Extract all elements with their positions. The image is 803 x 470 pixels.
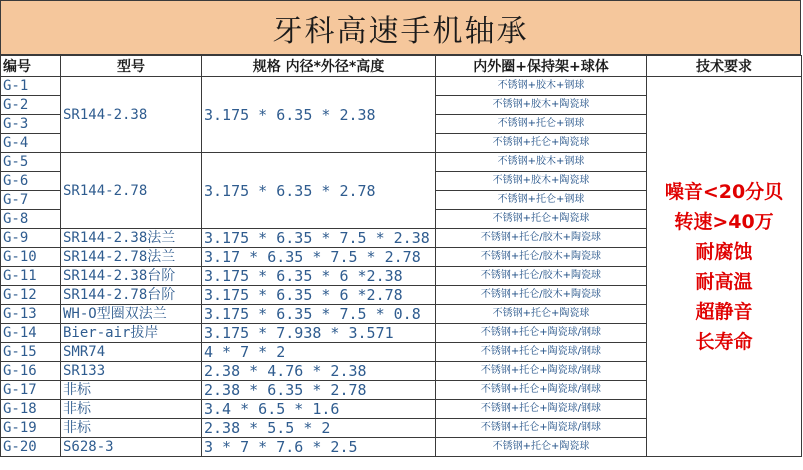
row-spec: 3.4 * 6.5 * 1.6 [202, 400, 436, 419]
row-model: SR144-2.78法兰 [61, 248, 202, 267]
row-code: G-18 [1, 400, 61, 419]
row-model: SR144-2.38台阶 [61, 267, 202, 286]
row-spec: 2.38 * 6.35 * 2.78 [202, 381, 436, 400]
header-model: 型号 [61, 56, 202, 77]
group-model: SR144-2.78 [61, 153, 202, 229]
row-spec: 2.38 * 5.5 * 2 [202, 419, 436, 438]
row-code: G-4 [1, 134, 61, 153]
row-code: G-20 [1, 438, 61, 457]
row-material: 不锈钢+托仑+钢球 [436, 191, 647, 210]
row-model: SMR74 [61, 343, 202, 362]
row-material: 不锈钢+托仑+陶瓷球 [436, 305, 647, 324]
row-spec: 3.175 * 6.35 * 7.5 * 0.8 [202, 305, 436, 324]
row-code: G-11 [1, 267, 61, 286]
table-row [1, 77, 802, 96]
row-spec: 3.175 * 6.35 * 7.5 * 2.38 [202, 229, 436, 248]
row-material: 不锈钢+托仑+陶瓷球/钢球 [436, 381, 647, 400]
row-spec: 4 * 7 * 2 [202, 343, 436, 362]
row-spec: 3.175 * 7.938 * 3.571 [202, 324, 436, 343]
row-code: G-12 [1, 286, 61, 305]
requirement-item: 超静音 [695, 300, 753, 323]
row-code: G-16 [1, 362, 61, 381]
row-code: G-9 [1, 229, 61, 248]
requirement-item: 噪音<20分贝 [664, 180, 784, 203]
row-model: 非标 [61, 381, 202, 400]
row-material: 不锈钢+托仑+陶瓷球 [436, 438, 647, 457]
row-code: G-13 [1, 305, 61, 324]
row-code: G-5 [1, 153, 61, 172]
row-material: 不锈钢+托仑/胶木+陶瓷球 [436, 286, 647, 305]
row-model: SR144-2.78台阶 [61, 286, 202, 305]
row-model: S628-3 [61, 438, 202, 457]
row-material: 不锈钢+胶木+钢球 [436, 153, 647, 172]
group-spec: 3.175 * 6.35 * 2.78 [202, 153, 436, 229]
row-spec: 2.38 * 4.76 * 2.38 [202, 362, 436, 381]
row-material: 不锈钢+托仑+陶瓷球/钢球 [436, 400, 647, 419]
row-material: 不锈钢+托仑+陶瓷球 [436, 134, 647, 153]
technical-requirements [647, 77, 802, 457]
requirement-item: 耐高温 [695, 270, 753, 293]
row-code: G-3 [1, 115, 61, 134]
requirement-item: 长寿命 [695, 330, 753, 353]
row-spec: 3.175 * 6.35 * 6 *2.78 [202, 286, 436, 305]
row-model: 非标 [61, 419, 202, 438]
header-requirements: 技术要求 [647, 56, 802, 77]
requirement-item: 转速>40万 [674, 210, 774, 233]
group-model: SR144-2.38 [61, 77, 202, 153]
row-code: G-19 [1, 419, 61, 438]
row-model: SR144-2.38法兰 [61, 229, 202, 248]
row-material: 不锈钢+胶木+陶瓷球 [436, 172, 647, 191]
row-code: G-6 [1, 172, 61, 191]
row-model: WH-O型圈双法兰 [61, 305, 202, 324]
requirement-item: 耐腐蚀 [695, 240, 753, 263]
row-model: Bier-air拔岸 [61, 324, 202, 343]
row-material: 不锈钢+托仑/胶木+陶瓷球 [436, 267, 647, 286]
row-model: 非标 [61, 400, 202, 419]
row-code: G-2 [1, 96, 61, 115]
row-code: G-1 [1, 77, 61, 96]
row-code: G-15 [1, 343, 61, 362]
row-material: 不锈钢+托仑+钢球 [436, 115, 647, 134]
row-code: G-14 [1, 324, 61, 343]
header-code: 编号 [1, 56, 61, 77]
row-material: 不锈钢+托仑+陶瓷球/钢球 [436, 343, 647, 362]
header-spec: 规格 内径*外径*高度 [202, 56, 436, 77]
row-code: G-7 [1, 191, 61, 210]
row-material: 不锈钢+托仑+陶瓷球 [436, 210, 647, 229]
row-code: G-17 [1, 381, 61, 400]
row-material: 不锈钢+胶木+陶瓷球 [436, 96, 647, 115]
row-material: 不锈钢+胶木+钢球 [436, 77, 647, 96]
header-row [1, 56, 802, 77]
row-material: 不锈钢+托仑+陶瓷球/钢球 [436, 362, 647, 381]
row-code: G-10 [1, 248, 61, 267]
row-material: 不锈钢+托仑/胶木+陶瓷球 [436, 229, 647, 248]
row-material: 不锈钢+托仑/胶木+陶瓷球 [436, 248, 647, 267]
row-spec: 3 * 7 * 7.6 * 2.5 [202, 438, 436, 457]
bearing-table [0, 55, 802, 457]
row-spec: 3.17 * 6.35 * 7.5 * 2.78 [202, 248, 436, 267]
row-material: 不锈钢+托仑+陶瓷球/钢球 [436, 419, 647, 438]
row-code: G-8 [1, 210, 61, 229]
group-spec: 3.175 * 6.35 * 2.38 [202, 77, 436, 153]
header-material: 内外圈+保持架+球体 [436, 56, 647, 77]
row-model: SR133 [61, 362, 202, 381]
row-spec: 3.175 * 6.35 * 6 *2.38 [202, 267, 436, 286]
row-material: 不锈钢+托仑+陶瓷球/钢球 [436, 324, 647, 343]
page-title: 牙科高速手机轴承 [0, 0, 801, 55]
